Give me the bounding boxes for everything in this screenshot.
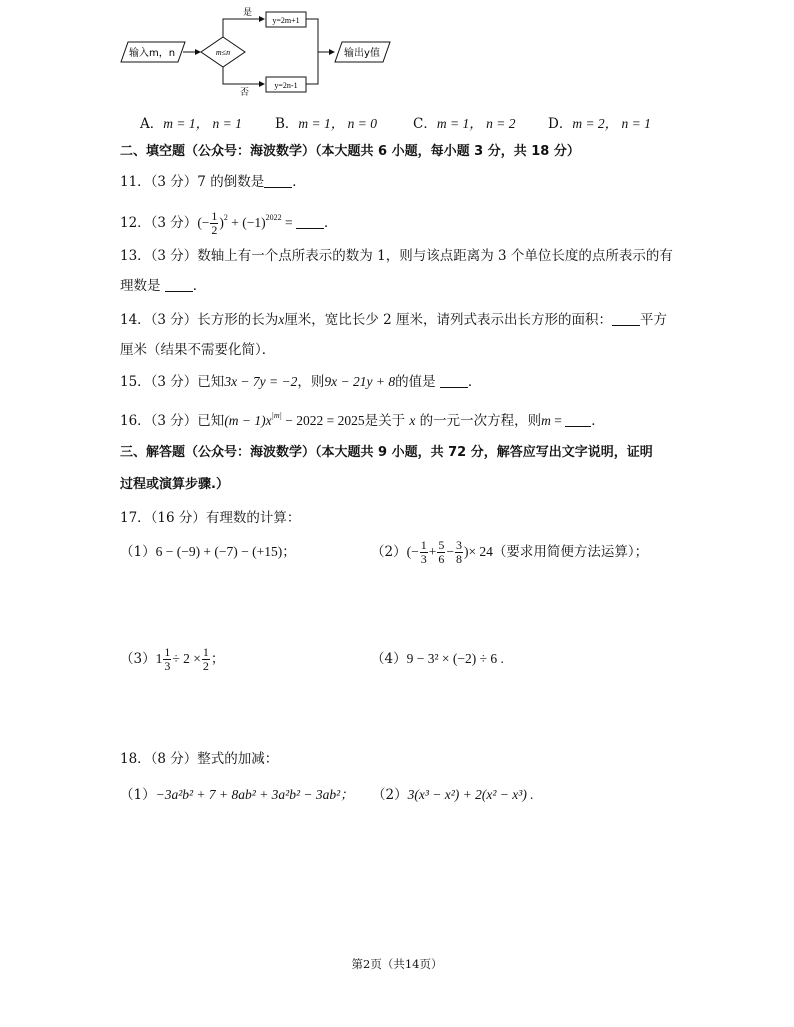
output-label: 输出y值 — [344, 48, 380, 59]
yes-label: 是 — [243, 8, 253, 18]
q12: 12．（3 分）(− $\frac{1}{2}$ )$^2 + (-1)^{2022}$ = ． — [120, 209, 338, 237]
q17-part2: （2）(− $\frac{1}{3}$ + $\frac{5}{6}$ − $\frac{3}{8}$ )× 24（要求用简便方法运算）； — [371, 538, 649, 566]
q18-part2: （2）3(x³ − x²) + 2(x² − x³) . — [372, 787, 534, 803]
input-label: 输入m，n — [128, 48, 176, 59]
q13-line1: 13．（3 分）数轴上有一个点所表示的数为 1，则与该点距离为 3 个单位长度的点所表示的有 — [120, 248, 673, 264]
condition-label: m≤n — [215, 48, 231, 57]
no-box-label: y=2n-1 — [274, 81, 298, 90]
option-b: B．m = 1， n = 0 — [275, 116, 378, 132]
q15: 15．（3 分）已知3x − 7y = −2，则9x − 21y + 8的值是 ． — [120, 374, 482, 390]
page-footer: 第2页（共14页） — [351, 957, 443, 971]
no-label: 否 — [240, 88, 250, 98]
option-c: C．m = 1， n = 2 — [413, 116, 516, 132]
q18-part1: （1）−3a²b² + 7 + 8ab² + 3a²b² − 3ab²； — [120, 787, 354, 803]
q14-line2: 厘米（结果不需要化简）． — [120, 342, 276, 358]
q17-part1: （1）6 − (−9) + (−7) − (+15)； — [120, 544, 296, 560]
q11: 11．（3 分）7 的倒数是 ． — [120, 174, 306, 190]
q16: 16．（3 分）已知$(m - 1)x^{|m|} - 2022 = 2025$是关于 x 的一元一次方程，则m = ． — [120, 411, 605, 429]
yes-box-label: y=2m+1 — [272, 16, 300, 25]
q17-part4: （4）9 − 3² × (−2) ÷ 6 . — [371, 651, 504, 667]
q18-title: 18．（8 分）整式的加减： — [120, 751, 279, 767]
q17-part3: （3）1 $\frac{1}{3}$ ÷ 2 × $\frac{1}{2}$ ； — [120, 645, 225, 673]
q17-title: 17．（16 分）有理数的计算： — [120, 510, 301, 526]
q14-line1: 14．（3 分）长方形的长为x厘米，宽比长少 2 厘米，请列式表示出长方形的面积： 平方 — [120, 312, 667, 328]
section2-title: 二、填空题（公众号：海波数学）（本大题共 6 小题，每小题 3 分，共 18 分） — [120, 144, 580, 159]
flowchart — [0, 0, 794, 105]
section3-line2: 过程或演算步骤.） — [120, 477, 229, 492]
section3-line1: 三、解答题（公众号：海波数学）（本大题共 9 小题，共 72 分，解答应写出文字说明，证明 — [120, 445, 653, 460]
option-d: D．m = 2， n = 1 — [548, 116, 651, 132]
option-a: A．m = 1， n = 1 — [140, 116, 242, 132]
q13-line2: 理数是 ． — [120, 278, 207, 294]
